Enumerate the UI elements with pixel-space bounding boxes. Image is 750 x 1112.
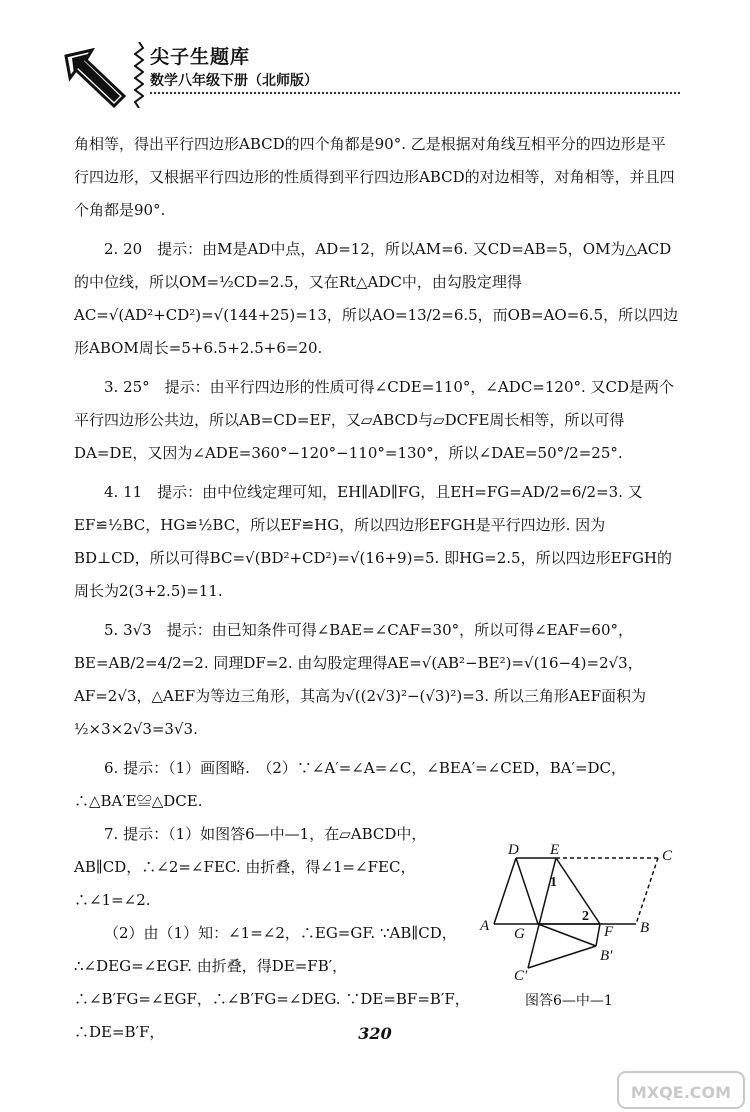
answer-4: 4. 11 提示：由中位线定理可知，EH∥AD∥FG，且EH=FG=AD/2=6/2=3. 又EF≌½BC，HG≌½BC，所以EF≌HG，所以四边形EFGH是平行四边形. 因为BD⊥CD，所以可得BC=√(BD²+CD²)=√(16+9)=5. 即HG=2.5，所以四边形EFGH的周长为2(3+2.5)=11. <box>74 483 673 600</box>
watermark-text: MXQE.COM <box>630 1083 732 1102</box>
arrow-logo-icon <box>62 48 132 108</box>
page-number: 320 <box>358 1024 392 1043</box>
label-E: E <box>550 842 560 858</box>
book-subtitle: 数学八年级下册（北师版） <box>150 73 318 89</box>
paragraph-continued: 角相等，得出平行四边形ABCD的四个角都是90°. 乙是根据对角线互相平分的四边形是平行四边形，又根据平行四边形的性质得到平行四边形ABCD的对边相等，对角相等，并且四个角都是90°. <box>74 135 675 219</box>
label-B-prime: B′ <box>600 948 613 964</box>
watermark-logo-icon <box>616 1070 746 1110</box>
segment-CB <box>636 858 658 924</box>
zigzag-divider-icon <box>134 42 144 108</box>
angle-2-label: 2 <box>582 909 589 924</box>
segment-GB-prime <box>538 924 596 946</box>
segment-DG <box>516 858 538 924</box>
answer-7-part-1: 7. 提示：（1）如图答6—中—1，在▱ABCD中，AB∥CD，∴∠2=∠FEC. 由折叠，得∠1=∠FEC，∴∠1=∠2. <box>74 825 427 909</box>
angle-1-label: 1 <box>550 875 557 890</box>
label-A: A <box>480 918 490 934</box>
answer-2: 2. 20 提示：由M是AD中点，AD=12，所以AM=6. 又CD=AB=5，OM为△ACD的中位线，所以OM=½CD=2.5，又在Rt△ADC中，由勾股定理得AC=√(AD²+CD²)=√(144+25)=13，所以AO=13/2=6.5，而OB=AO=6.5，所以四边形ABOM周长=5+6.5+2.5+6=20. <box>74 240 679 357</box>
label-G: G <box>514 926 525 942</box>
series-title: 尖子生题库 <box>150 46 251 68</box>
segment-EF <box>556 858 600 924</box>
label-C-prime: C′ <box>514 968 528 984</box>
figure-caption: 图答6—中—1 <box>525 993 613 1009</box>
answer-5: 5. 3√3 提示：由已知条件可得∠BAE=∠CAF=30°，所以可得∠EAF=60°，BE=AB/2=4/2=2. 同理DF=2. 由勾股定理得AE=√(AB²−BE²)=√(16−4)=2√3，AF=2√3，△AEF为等边三角形，其高为√((2√3)²−(√3)²)=3. 所以三角形AEF面积为½×3×2√3=3√3. <box>74 621 647 738</box>
answer-7-part-2: （2）由（1）知：∠1=∠2，∴EG=GF. ∵AB∥CD，∴∠DEG=∠EGF. 由折叠，得DE=FB′，∴∠B′FG=∠EGF，∴∠B′FG=∠DEG. ∵DE=BF=B′F，∴DE=B′F， <box>74 924 470 1041</box>
label-F: F <box>604 924 614 940</box>
label-D: D <box>508 842 519 858</box>
answer-3: 3. 25° 提示：由平行四边形的性质可得∠CDE=110°，∠ADC=120°. 又CD是两个平行四边形公共边，所以AB=CD=EF，又▱ABCD与▱DCFE周长相等，所以可得DA=DE，又因为∠ADE=360°−120°−110°=130°，所以∠DAE=50°/2=25°. <box>74 378 675 462</box>
segment-AD <box>494 858 516 924</box>
page-header <box>62 40 682 110</box>
label-B: B <box>640 920 650 936</box>
header-dotted-rule <box>150 92 680 94</box>
segment-FB-prime <box>596 924 600 946</box>
segment-C-prime-B-prime <box>528 946 596 968</box>
label-C: C <box>662 848 673 864</box>
answer-6: 6. 提示：（1）画图略. （2）∵∠A′=∠A=∠C，∠BEA′=∠CED，BA′=DC，∴△BA′E≌△DCE. <box>74 759 627 810</box>
